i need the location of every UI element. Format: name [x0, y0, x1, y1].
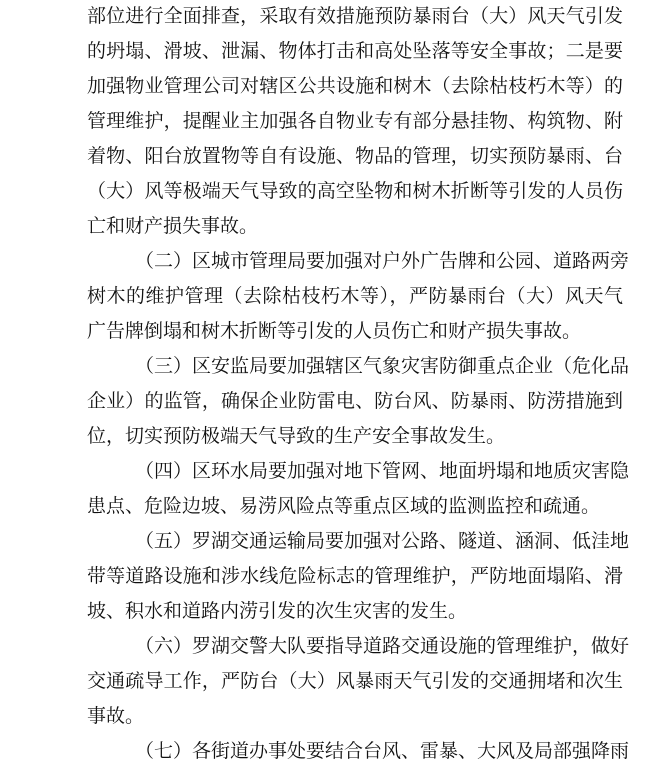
- text-line: 加强物业管理公司对辖区公共设施和树木（去除枯枝朽木等）的: [87, 75, 623, 97]
- text-line: 亡和财产损失事故。: [87, 215, 259, 237]
- text-line: （五）罗湖交通运输局要加强对公路、隧道、涵洞、低洼地: [135, 530, 630, 552]
- text-line: 带等道路设施和涉水线危险标志的管理维护，严防地面塌陷、滑: [87, 565, 623, 587]
- text-line: （三）区安监局要加强辖区气象灾害防御重点企业（危化品: [135, 355, 630, 377]
- text-line: 患点、危险边坡、易涝风险点等重点区域的监测监控和疏通。: [87, 495, 601, 517]
- text-line: 部位进行全面排查，采取有效措施预防暴雨台（大）风天气引发: [87, 5, 623, 27]
- text-line: （六）罗湖交警大队要指导道路交通设施的管理维护，做好: [135, 635, 630, 657]
- text-line: （大）风等极端天气导致的高空坠物和树木折断等引发的人员伤: [87, 180, 623, 202]
- text-line: 企业）的监管，确保企业防雷电、防台风、防暴雨、防涝措施到: [87, 390, 623, 412]
- text-line: 事故。: [87, 705, 145, 727]
- text-line: （七）各街道办事处要结合台风、雷暴、大风及局部强降雨: [135, 740, 630, 762]
- text-line: （四）区环水局要加强对地下管网、地面坍塌和地质灾害隐: [135, 460, 630, 482]
- text-line: 位，切实预防极端天气导致的生产安全事故发生。: [87, 425, 506, 447]
- text-line: 交通疏导工作，严防台（大）风暴雨天气引发的交通拥堵和次生: [87, 670, 623, 692]
- text-line: （二）区城市管理局要加强对户外广告牌和公园、道路两旁: [135, 250, 630, 272]
- text-line: 坡、积水和道路内涝引发的次生灾害的发生。: [87, 600, 468, 622]
- text-line: 的坍塌、滑坡、泄漏、物体打击和高处坠落等安全事故；二是要: [87, 40, 623, 62]
- text-line: 广告牌倒塌和树木折断等引发的人员伤亡和财产损失事故。: [87, 320, 582, 342]
- text-line: 着物、阳台放置物等自有设施、物品的管理，切实预防暴雨、台: [87, 145, 623, 167]
- text-line: 树木的维护管理（去除枯枝朽木等），严防暴雨台（大）风天气: [87, 285, 623, 307]
- text-line: 管理维护，提醒业主加强各自物业专有部分悬挂物、构筑物、附: [87, 110, 623, 132]
